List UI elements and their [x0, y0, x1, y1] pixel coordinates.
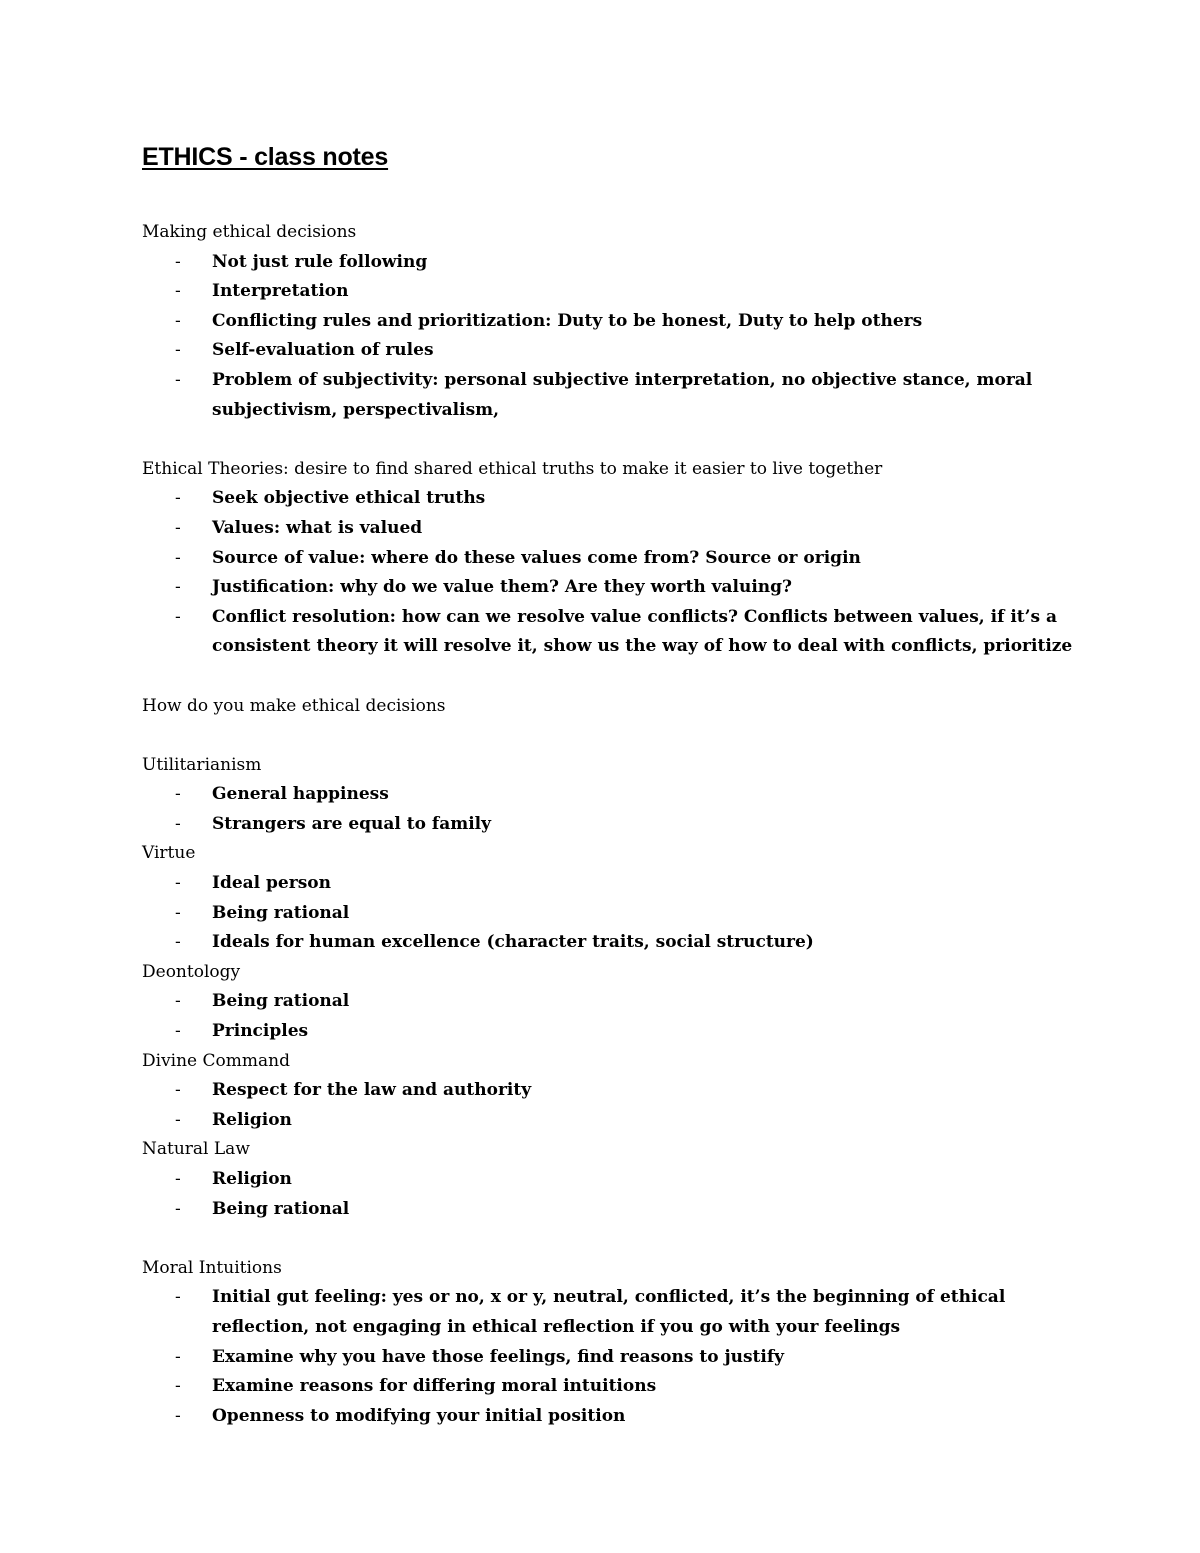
- list-item-text: Justification: why do we value them? Are they worth valuing?: [212, 577, 793, 598]
- list-item: [142, 899, 1102, 929]
- list-item-text: Openness to modifying your initial position: [212, 1405, 626, 1426]
- dash-bullet: -: [175, 932, 181, 953]
- list-item-text: Principles: [212, 1021, 309, 1042]
- list-item: [142, 573, 1102, 603]
- dash-bullet: -: [175, 1080, 181, 1101]
- list-item: [142, 484, 1102, 514]
- document-page: [142, 140, 1102, 1431]
- bullet-list: [142, 484, 1102, 662]
- list-item: [142, 1372, 1102, 1402]
- dash-bullet: -: [175, 873, 181, 894]
- dash-bullet: -: [175, 606, 181, 627]
- section-ethical-theories: [142, 455, 1102, 662]
- spacer: [142, 721, 1102, 751]
- dash-bullet: -: [175, 784, 181, 805]
- dash-bullet: -: [175, 813, 181, 834]
- dash-bullet: -: [175, 1109, 181, 1130]
- dash-bullet: -: [175, 369, 181, 390]
- list-item: [142, 1017, 1102, 1047]
- list-item: [142, 1402, 1102, 1432]
- list-item-text: Seek objective ethical truths: [212, 488, 486, 509]
- document-title: ETHICS - class notes: [142, 143, 389, 171]
- list-item: [142, 1195, 1102, 1225]
- dash-bullet: -: [175, 577, 181, 598]
- list-item: [142, 307, 1102, 337]
- list-item: [142, 1343, 1102, 1373]
- list-item-text: Examine why you have those feelings, find reasons to justify: [212, 1346, 785, 1367]
- list-item-text: Self-evaluation of rules: [212, 340, 434, 361]
- dash-bullet: -: [175, 310, 181, 331]
- dash-bullet: -: [175, 1376, 181, 1397]
- section-heading: How do you make ethical decisions: [142, 695, 446, 716]
- list-item: [142, 1283, 1102, 1342]
- list-item-text: Ideal person: [212, 873, 331, 894]
- list-item: [142, 869, 1102, 899]
- spacer: [142, 1224, 1102, 1254]
- list-item-text: Conflicting rules and prioritization: Duty to be honest, Duty to help others: [212, 310, 923, 331]
- dash-bullet: -: [175, 251, 181, 272]
- dash-bullet: -: [175, 1198, 181, 1219]
- list-item-text: Being rational: [212, 902, 350, 923]
- list-item-text: Strangers are equal to family: [212, 813, 491, 834]
- list-item-text: Being rational: [212, 1198, 350, 1219]
- list-item-text: Problem of subjectivity: personal subjective interpretation, no objective stance, moral subjectivism, perspectivalism,: [212, 369, 1033, 420]
- section-heading: Deontology: [142, 961, 241, 982]
- bullet-list: [142, 248, 1102, 426]
- dash-bullet: -: [175, 1169, 181, 1189]
- section-utilitarianism: [142, 751, 1102, 840]
- dash-bullet: -: [175, 1405, 181, 1426]
- list-item-text: Examine reasons for differing moral intuitions: [212, 1376, 657, 1397]
- list-item-text: Values: what is valued: [212, 517, 423, 538]
- list-item: [142, 514, 1102, 544]
- section-making-ethical-decisions: [142, 218, 1102, 425]
- list-item: [142, 987, 1102, 1017]
- section-heading: Utilitarianism: [142, 754, 262, 775]
- list-item-text: Conflict resolution: how can we resolve value conflicts? Conflicts between values, if it’s a consistent theory it will resolve it, show us the way of how to deal with conflicts, prioritize: [212, 606, 1073, 657]
- dash-bullet: -: [175, 281, 181, 302]
- section-moral-intuitions: [142, 1254, 1102, 1432]
- list-item-text: Initial gut feeling: yes or no, x or y, neutral, conflicted, it’s the beginning of ethical reflection, not engaging in ethical reflection if you go with your feelings: [212, 1287, 1006, 1337]
- list-item: [142, 248, 1102, 278]
- list-item: [142, 544, 1102, 574]
- list-item-text: Ideals for human excellence (character traits, social structure): [212, 932, 814, 953]
- bullet-list: [142, 1076, 1102, 1135]
- list-item-text: Being rational: [212, 991, 350, 1012]
- list-item-text: Interpretation: [212, 281, 349, 302]
- dash-bullet: -: [175, 1021, 181, 1042]
- list-item-text: General happiness: [212, 784, 389, 805]
- list-item: [142, 1076, 1102, 1106]
- list-item-text: Religion: [212, 1109, 292, 1130]
- list-item: [142, 336, 1102, 366]
- bullet-list: [142, 780, 1102, 839]
- section-heading: Moral Intuitions: [142, 1257, 282, 1278]
- section-heading: Natural Law: [142, 1139, 250, 1160]
- list-item: [142, 810, 1102, 840]
- section-natural-law: [142, 1135, 1102, 1224]
- dash-bullet: -: [175, 340, 181, 361]
- list-item: [142, 603, 1102, 662]
- list-item: [142, 277, 1102, 307]
- dash-bullet: -: [175, 1287, 181, 1308]
- bullet-list: [142, 869, 1102, 958]
- spacer: [142, 425, 1102, 455]
- bullet-list: [142, 1283, 1102, 1431]
- list-item: [142, 928, 1102, 958]
- dash-bullet: -: [175, 902, 181, 923]
- bullet-list: [142, 1165, 1102, 1224]
- section-heading: Virtue: [142, 843, 196, 864]
- list-item-text: Respect for the law and authority: [212, 1080, 532, 1101]
- section-deontology: [142, 958, 1102, 1047]
- spacer: [142, 174, 1102, 218]
- list-item: [142, 780, 1102, 810]
- list-item: [142, 1165, 1102, 1195]
- list-item-text: Not just rule following: [212, 251, 428, 272]
- section-heading: Making ethical decisions: [142, 222, 357, 242]
- section-heading: Divine Command: [142, 1050, 290, 1071]
- list-item: [142, 366, 1102, 425]
- dash-bullet: -: [175, 1346, 181, 1367]
- spacer: [142, 662, 1102, 692]
- dash-bullet: -: [175, 547, 181, 568]
- bullet-list: [142, 987, 1102, 1046]
- section-heading: Ethical Theories: desire to find shared ethical truths to make it easier to live together: [142, 458, 883, 479]
- dash-bullet: -: [175, 517, 181, 538]
- section-divine-command: [142, 1047, 1102, 1136]
- list-item-text: Religion: [212, 1169, 292, 1189]
- dash-bullet: -: [175, 991, 181, 1012]
- list-item-text: Source of value: where do these values come from? Source or origin: [212, 547, 861, 568]
- list-item: [142, 1106, 1102, 1136]
- dash-bullet: -: [175, 488, 181, 509]
- section-virtue: [142, 839, 1102, 957]
